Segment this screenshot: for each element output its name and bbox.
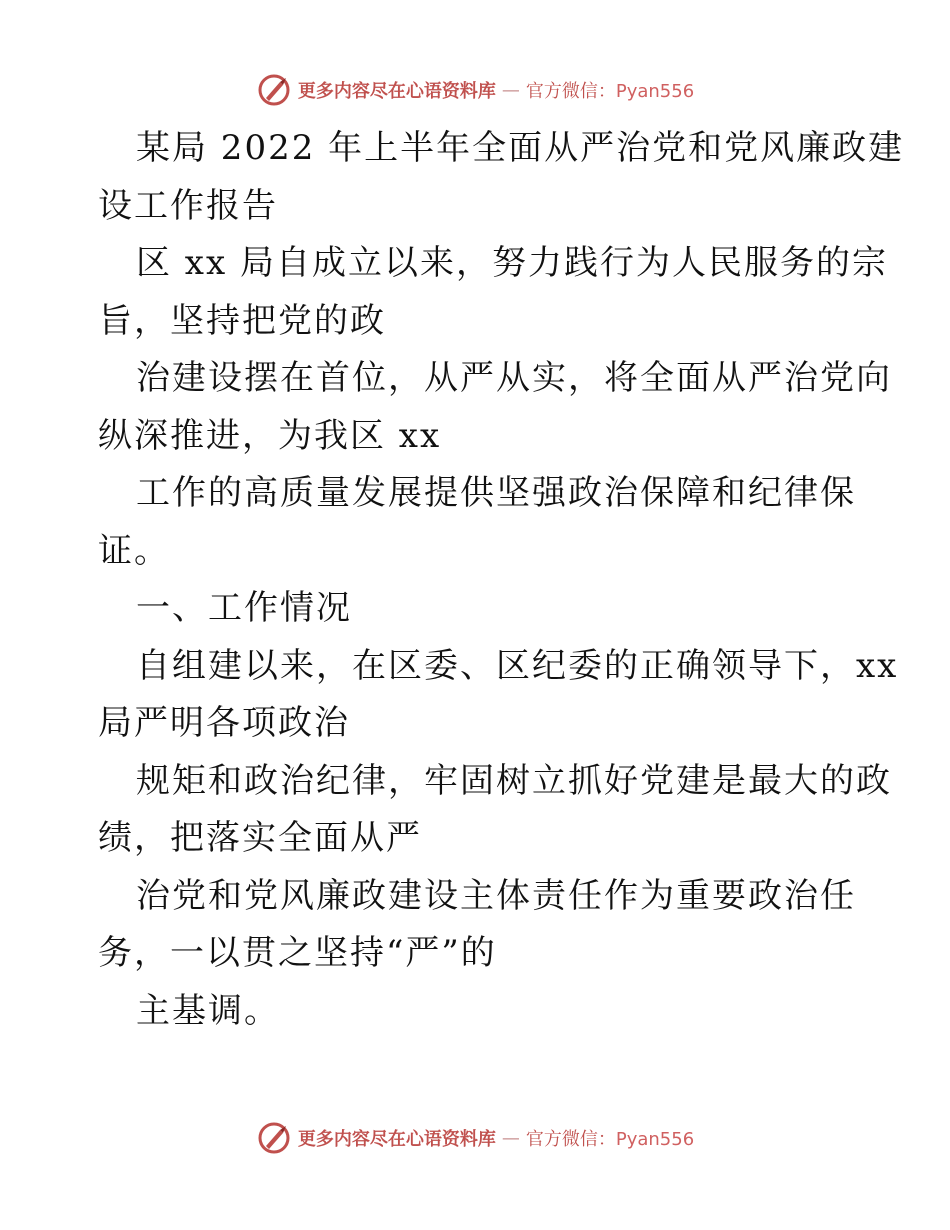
doc-line: 自组建以来，在区委、区纪委的正确领导下，xx — [136, 645, 899, 686]
doc-line: 主基调。 — [136, 990, 280, 1031]
watermark-text: 更多内容尽在心语资料库 — [297, 81, 496, 102]
watermark-contact — [526, 77, 694, 103]
watermark-contact-label: 官方微信： — [525, 81, 616, 102]
watermark-contact-label: 官方微信： — [525, 1129, 616, 1150]
doc-line-title-2: 设工作报告 — [98, 185, 278, 226]
doc-line-title-1: 某局 2022 年上半年全面从严治党和党风廉政建 — [136, 128, 905, 168]
doc-line: 局严明各项政治 — [98, 703, 350, 743]
document-body — [98, 120, 905, 1040]
watermark-contact-id: Pyan556 — [615, 1129, 695, 1150]
doc-line: 治党和党风廉政建设主体责任作为重要政治任 — [136, 875, 856, 916]
doc-line: 治建设摆在首位，从严从实，将全面从严治党向 — [136, 358, 892, 398]
doc-line: 区 xx 局自成立以来，努力践行为人民服务的宗 — [136, 243, 888, 283]
quill-pen-logo-icon — [256, 1120, 292, 1156]
footer-watermark — [0, 1118, 950, 1158]
header-watermark — [0, 70, 950, 110]
doc-line: 务，一以贯之坚持“严”的 — [98, 933, 497, 973]
section-heading: 一、工作情况 — [136, 588, 352, 628]
doc-line: 证。 — [98, 530, 170, 571]
watermark-contact-id: Pyan556 — [615, 81, 695, 102]
doc-line: 工作的高质量发展提供坚强政治保障和纪律保 — [136, 473, 856, 513]
doc-line: 规矩和政治纪律，牢固树立抓好党建是最大的政 — [136, 760, 892, 801]
quill-pen-logo-icon — [256, 72, 292, 108]
watermark-contact — [526, 1125, 694, 1151]
watermark-dash: — — [501, 1127, 520, 1149]
watermark-text: 更多内容尽在心语资料库 — [297, 1129, 496, 1150]
watermark-dash: — — [501, 79, 520, 101]
doc-line: 旨，坚持把党的政 — [98, 300, 386, 341]
doc-line: 绩，把落实全面从严 — [98, 818, 422, 858]
doc-line: 纵深推进，为我区 xx — [98, 415, 442, 456]
